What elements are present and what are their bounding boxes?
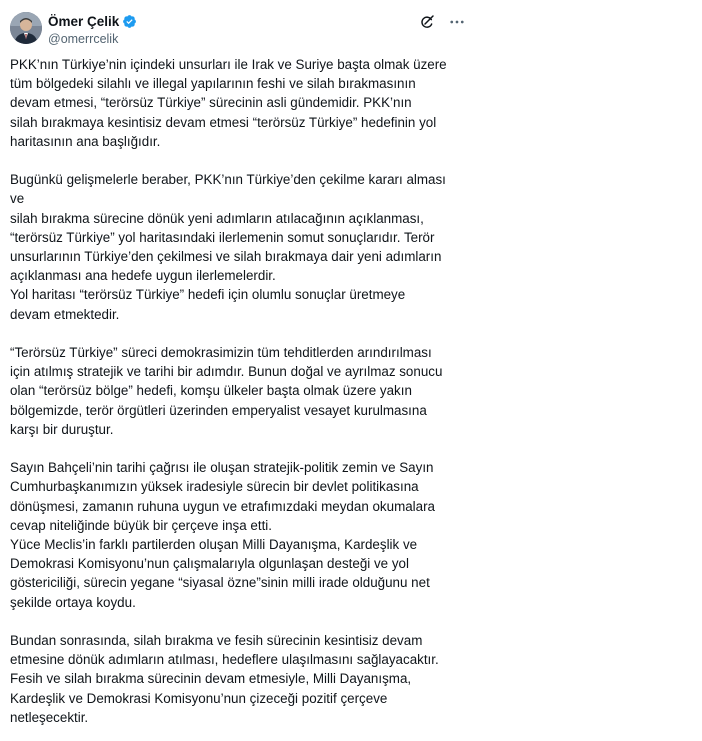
text-line: Sayın Bahçeli’nin tarihi çağrısı ile oluşan stratejik-politik zemin ve Sayın <box>10 460 434 476</box>
text-line: dönüşmesi, zamanın ruhuna uygun ve etrafımızdaki meydan okumalara <box>10 498 436 514</box>
text-line: bölgemizde, terör örgütleri üzerinden emperyalist vesayet kurulmasına <box>10 402 427 418</box>
text-line: cevap niteliğinde büyük bir çerçeve inşa etti. <box>10 517 273 533</box>
text-line: devam etmektedir. <box>10 306 120 322</box>
text-line: etmesine dönük adımların atılması, hedeflere ulaşılmasını sağlayacaktır. <box>10 652 439 668</box>
display-name-row <box>48 13 137 30</box>
more-options-icon[interactable] <box>448 13 466 31</box>
text-line: Demokrasi Komisyonu’nun çalışmalarıyla olgunlaşan desteği ve yol <box>10 556 409 572</box>
author-handle[interactable]: @omerrcelik <box>48 32 119 46</box>
author-names <box>48 13 137 46</box>
text-line: için atılmış stratejik ve tarihi bir adımdır. Bunun doğal ve ayrılmaz sonucu <box>10 364 443 380</box>
tweet-text <box>10 55 470 741</box>
text-line: netleşecektir. <box>10 709 89 725</box>
tweet-paragraph-1 <box>10 55 470 151</box>
text-line: unsurlarının Türkiye’den çekilmesi ve silah bırakmaya dair yeni adımların <box>10 249 442 265</box>
text-line: devam etmesi, “terörsüz Türkiye” sürecinin asli gündemidir. PKK’nın <box>10 95 412 111</box>
tweet-paragraph-4 <box>10 458 470 612</box>
text-line: haritasının ana başlığıdır. <box>10 133 161 149</box>
tweet-header <box>10 9 466 49</box>
avatar[interactable] <box>10 12 42 44</box>
text-line: Kardeşlik ve Demokrasi Komisyonu’nun çizeceği pozitif çerçeve <box>10 690 388 706</box>
text-line: “Terörsüz Türkiye” süreci demokrasimizin tüm tehditlerden arındırılması <box>10 345 432 361</box>
text-line: “terörsüz Türkiye” yol haritasındaki ilerlemenin somut sonuçlarıdır. Terör <box>10 229 435 245</box>
text-line: Bugünkü gelişmelerle beraber, PKK’nın Türkiye’den çekilme kararı alması <box>10 172 446 188</box>
author-display-name[interactable]: Ömer Çelik <box>48 14 120 29</box>
tweet-paragraph-3 <box>10 343 470 439</box>
text-line: Bundan sonrasında, silah bırakma ve fesih sürecinin kesintisiz devam <box>10 633 423 649</box>
header-actions <box>418 13 466 31</box>
text-line: tüm bölgedeki silahlı ve illegal yapılarının feshi ve silah bırakmasının <box>10 76 416 92</box>
text-line: Yüce Meclis’in farklı partilerden oluşan Milli Dayanışma, Kardeşlik ve <box>10 537 418 553</box>
text-line: Cumhurbaşkanımızın yüksek iradesiyle sürecin bir devlet politikasına <box>10 479 419 495</box>
avatar-image <box>10 12 42 44</box>
text-line: ve <box>10 191 25 207</box>
text-line: karşı bir duruştur. <box>10 421 114 437</box>
text-line: açıklanması ana hedefe uygun ilerlemelerdir. <box>10 268 276 284</box>
text-line: PKK’nın Türkiye’nin içindeki unsurları ile Irak ve Suriye başta olmak üzere <box>10 57 447 72</box>
text-line: olan “terörsüz bölge” hedefi, komşu ülkeler başta olmak üzere yakın <box>10 383 412 399</box>
text-line: silah bırakma sürecine dönük yeni adımların atılacağının açıklanması, <box>10 210 424 226</box>
tweet-paragraph-5 <box>10 631 470 727</box>
text-line: silah bırakmaya kesintisiz devam etmesi “terörsüz Türkiye” hedefinin yol <box>10 114 437 130</box>
text-line: Fesih ve silah bırakma sürecinin devam etmesiyle, Milli Dayanışma, <box>10 671 412 687</box>
text-line: Yol haritası “terörsüz Türkiye” hedefi için olumlu sonuçlar üretmeye <box>10 287 406 303</box>
grok-icon[interactable] <box>418 13 436 31</box>
text-line: göstericiliği, sürecin yegane “siyasal özne”sinin milli irade olduğunu net <box>10 575 430 591</box>
tweet-paragraph-2 <box>10 170 470 324</box>
text-line: şekilde ortaya koydu. <box>10 594 136 610</box>
verified-badge-icon[interactable] <box>122 14 137 29</box>
